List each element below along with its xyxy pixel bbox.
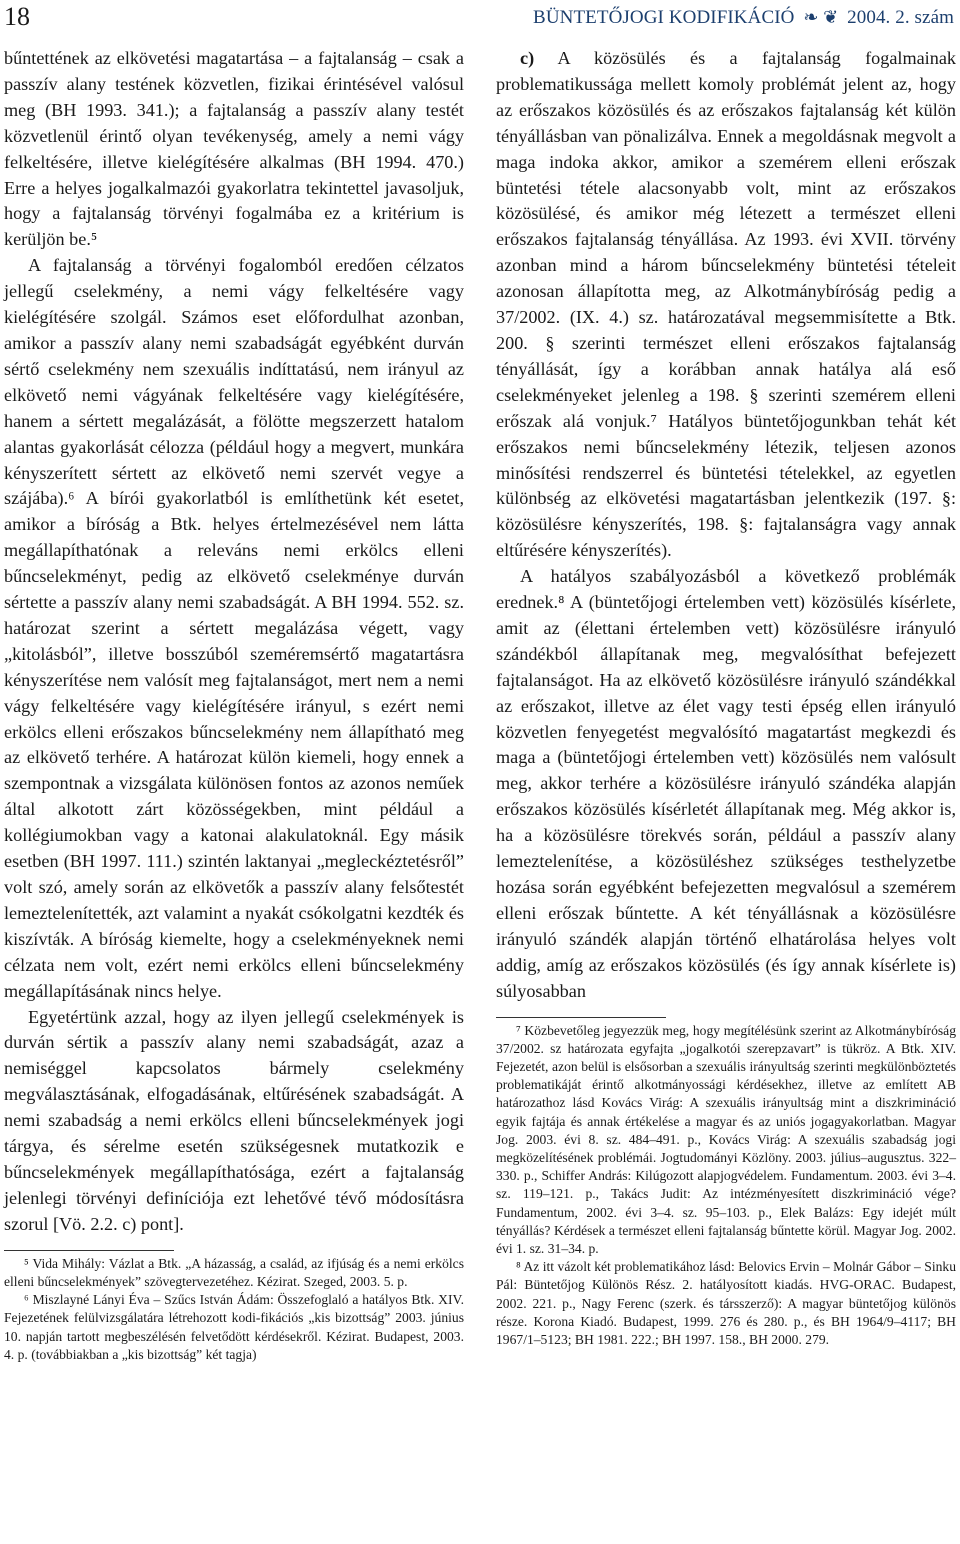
footnotes-right [496,1022,956,1350]
body-text: A közösülés és a fajtalanság fogalmainak problematikussága mellett komoly problémát jelent az, hogy az erőszakos közösülés és az erőszakos fajtalanság két külön tényállásban van pönalizálva. Ennek a megoldásnak megvolt a maga indoka akkor, amikor a szemérem elleni erőszak büntetési tétele alacsonyabb volt, mint az erőszakos közösülésé, és amikor még létezett a természet elleni erőszakos fajtalanság tényállása. Az 1993. évi XVII. törvény azonban mind a három bűncselekmény büntetési tételeit azonosan állapította meg, az Alkotmánybíróság pedig a 37/2002. (IX. 4.) sz. határozatával megsemmisítette a Btk. 200. § szerinti természet elleni erőszakos fajtalanság tényállását, így a korábban annak hatálya alá eső cselekményeket jelenleg a 198. § szerinti szemérem elleni erőszak alá vonjuk.⁷ Hatályos büntetőjogunkban tehát két erőszakos nemi bűncselekmény létezik, teljesen azonos minősítési rendszerrel és büntetési tételekkel, az egyetlen különbség az elkövetési magatartásban jelentkezik (197. §: közösülésre kényszerítés, 198. §: fajtalanságra vagy annak eltűrésére kényszerítés). [496,48,956,561]
footnotes-left [4,1255,464,1364]
footnote: ⁷ Közbevetőleg jegyezzük meg, hogy megítélésünk szerint az Alkotmánybíróság 37/2002. sz határozata egyfajta „jogalkotói szerepzavart” is tükröz. A Btk. XIV. Fejezetét, azon belül is elsősorban a szexuális irányultság szerinti megkülönböztetés problematikáját érintő alkotmányossági kérdésekhez, illetve az említett AB határozathoz lásd Kovács Virág: A szexuális irányultság mint a diszkrimináció egyik fajtája és annak értékelése a magyar és az uniós jogagyakorlatban. Magyar Jog. 2003. évi 8. sz. 484–491. p., Kovács Virág: A szexuális szabadság jogi megközelítésének problémái. Jogtudományi Közlöny. 2003. július–augusztus. 322–330. p., Schiffer András: Kilúgozott alapjogvédelem. Fundamentum. 2003. évi 3–4. sz. 119–121. p., Takács Judit: Az intézményesített diszkrimináció vége? Fundamentum, 2002. évi 3–4. sz. 95–103. p., Elek Balázs: Egy idejét múlt tényállás? Kérdések a természet elleni fajtalanság bűntette körül. Magyar Jog. 2002. évi 1. sz. 31–34. p. [496,1022,956,1256]
footnote: ⁸ Az itt vázolt két problematikához lásd: Belovics Ervin – Molnár Gábor – Sinku Pál: Büntetőjog Különös Rész. 2. hatályosított kiadás. HVG-ORAC. Budapest, 2002. 221. p., Nagy Ferenc (szerk. és társszerző): A magyar büntetőjog különös része. Korona Kiadó. Budapest, 1999. 276 és 280. p., és BH 1964/9–4117; BH 1967/1–5123; BH 1981. 222.; BH 1997. 158., BH 2000. 279. [496,1259,956,1347]
body-paragraph: Egyetértünk azzal, hogy az ilyen jellegű cselekmények is durván sértik a passzív alany nemi szabadságát, azaz a nemiséggel kapcsolatos bármely cselekmény megválasztásának, elfogadásának, eltűrésének szabadságát. A nemi szabadság a nemi erkölcs elleni bűncselekmények jogi tárgya, és sérelme esetén szükségesnek mutatkozik e bűncselekmények megállapíthatósága, ezért a fajtalanság jelenlegi törvényi definíciója ezt lehetővé tévő módosításra szorul [Vö. 2.2. c) pont]. [4,1006,464,1234]
ornament-icon: ❧ ❦ [803,7,839,27]
right-column [496,46,956,1349]
footnote: ⁶ Miszlayné Lányi Éva – Szűcs István Ádám: Összefoglaló a hatályos Btk. XIV. Fejezetének felülvizsgálatára létrehozott kodi-fikációs „kis bizottság” 2003. június 10. napján tartott megbeszélésén felvetődött kérdésekről. Kézirat. Budapest, 2003. 4. p. (továbbiakban a „kis bizottság” két tagja) [4,1292,464,1362]
left-column [4,46,464,1364]
footnote-divider [4,1250,174,1251]
section-marker: c) [520,48,535,68]
body-paragraph: A hatályos szabályozásból a következő problémák erednek.⁸ A (büntetőjogi értelemben vett) közösülés kísérlete, amit az (élettani értelemben vett) közösülésre irányuló szándékból állapítanak meg, megvalósíthat befejezett fajtalanságot. Ha az elkövető közösülésre irányuló szándékkal az erőszakot, illetve az élet vagy testi épség ellen irányuló közvetlen fenyegetést megvalósító magatartást megkezdi és maga a (büntetőjogi értelemben vett) közösülés nem valósult meg, akkor terhére a közösülésre irányuló szándéka alapján erőszakos közösülés kísérletét állapítanak meg. Még akkor is, ha a közösülésre törekvés során, például a passzív alany lemeztelenítése, a közösüléshez szükséges testhelyzetbe hozása során egyébként befejezetten megvalósul a szemérem elleni erőszak bűntette. A két tényállásnak a közösülésre irányuló szándék alapján történő elhatárolása helyes volt addig, amíg az erőszakos közösülés (és így annak kísérlete is) súlyosabban [496,566,956,1001]
page-number: 18 [4,2,30,31]
running-head [533,4,954,31]
footnote-divider [496,1017,666,1018]
journal-title: BÜNTETŐJOGI KODIFIKÁCIÓ [533,7,795,28]
body-paragraph [496,46,956,564]
issue-label: 2004. 2. szám [847,7,954,28]
footnote: ⁵ Vida Mihály: Vázlat a Btk. „A házasság, a család, az ifjúság és a nemi erkölcs elleni bűncselekmények” szövegtervezetéhez. Kézirat. Szeged, 2003. 5. p. [4,1255,464,1289]
page-header [0,0,960,40]
body-paragraph: bűntettének az elkövetési magatartása – a fajtalanság – csak a passzív alany testének közvetlen, fizikai érintésével valósul meg (BH 1993. 341.); a fajtalanság a passzív alany testét közvetlenül érintő olyan tevékenység, amely a nemi vágy felkeltésére, illetve kielégítésére alkalmas (BH 1994. 470.) Erre a helyes jogalkalmazói gyakorlatra tekintettel javasoljuk, hogy a fajtalanság törvényi fogalmába ez a kritérium is kerüljön be.⁵ [4,48,464,250]
body-paragraph: A fajtalanság a törvényi fogalomból eredően célzatos jellegű cselekmény, a nemi vágy felkeltésére vagy kielégítésére szolgál. Számos eset előfordulhat azonban, amikor a passzív alany nemi szabadságát egyébként durván sértő cselekmény nem szexuális indíttatású, nem irányul az elkövető nemi vágyának felkeltésére vagy kielégítésére, hanem a sértett megalázását, a fölötte megszerzett hatalom alantas gyakorlását célozza (például hogy a megvert, munkára kényszerített sértett az elkövető nemi szervét vegye a szájába).⁶ A bírói gyakorlatból is említhetünk két esetet, amikor a bíróság a Btk. helyes értelmezésével nem látta megállapíthatónak a releváns nemi erkölcs elleni bűncselekményt, pedig az elkövető cselekménye durván sértette a passzív alany nemi szabadságát. A BH 1994. 552. sz. határozat szerint a sértett megalázása végett, vagy „kitolásból”, illetve bosszúból szeméremsértő magatartásra kényszerítése nem valósít meg fajtalanságot, mert nem a nemi vágy felkeltésére vagy kielégítésére irányul, s ezért nemi erkölcs elleni erőszakos bűncselekmény nem állapítható meg az elkövető terhére. A határozat külön kiemeli, hogy ennek a szempontnak a vizsgálata különösen fontos az azonos neműek által alkotott zárt közösségekben, mint például a kollégiumokban vagy a katonai alakulatoknál. Egy másik esetben (BH 1997. 111.) szintén laktanyai „megleckéztetésről” volt szó, amely során az elkövetők a passzív alany felsőtestét lemeztelenítették, azt valamint a nyakát csókolgatni kezdték és kiszívták. A bíróság kiemelte, hogy a cselekményeknek nemi célzata nem volt, ezért nemi erkölcs elleni bűncselekmény megállapításának nincs helye. [4,255,464,1001]
